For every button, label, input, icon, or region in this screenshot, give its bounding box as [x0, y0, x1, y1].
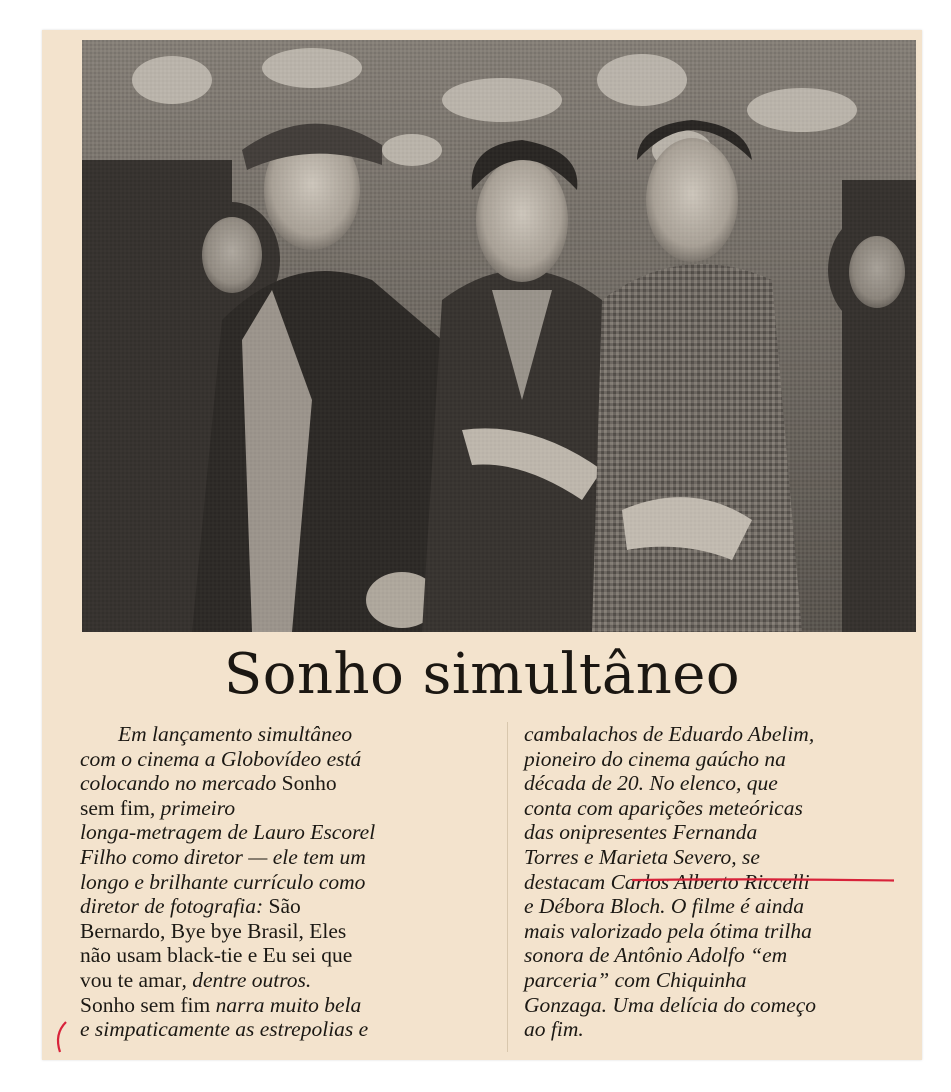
text-segment: Sonho sem fim [80, 992, 216, 1017]
newspaper-clipping [42, 30, 922, 1060]
text-segment: sem fim [80, 795, 150, 820]
text-segment: Bernardo, Bye bye Brasil, Eles [80, 918, 347, 943]
text-line [524, 771, 914, 796]
text-line [524, 943, 914, 968]
text-line [524, 845, 914, 870]
red-pen-mark [50, 1020, 70, 1054]
text-segment: vou te amar [80, 967, 182, 992]
text-segment: Filho como diretor — ele tem um [80, 844, 366, 869]
text-segment: década de 20. No elenco, que [524, 771, 778, 796]
photo-illustration [82, 40, 916, 632]
text-segment: , primeiro [149, 795, 236, 820]
text-line [80, 820, 500, 845]
text-segment: cambalachos de Eduardo Abelim, [524, 722, 815, 746]
text-line [524, 796, 914, 821]
text-segment: Gonzaga. Uma delícia do começo [524, 992, 816, 1017]
text-segment: pioneiro do cinema gaúcho na [524, 746, 786, 771]
text-segment: colocando no mercado [80, 771, 282, 796]
text-line [80, 894, 500, 919]
text-line [80, 919, 500, 944]
text-line [80, 722, 500, 747]
text-segment: longo e brilhante currículo como [80, 869, 366, 894]
text-line [524, 722, 914, 747]
text-segment: diretor de fotografia: [80, 894, 269, 919]
text-line [80, 845, 500, 870]
text-line [80, 1017, 500, 1042]
text-segment: , dentre outros. [181, 967, 312, 992]
text-segment: narra muito bela [215, 992, 362, 1017]
text-line [524, 919, 914, 944]
text-line [80, 870, 500, 895]
text-segment: e simpaticamente as estrepolias e [80, 1017, 369, 1042]
text-segment: destacam Carlos Alberto Riccelli [524, 869, 810, 894]
body-column-left [80, 722, 500, 1042]
text-segment: Torres e Marieta Severo, se [524, 844, 760, 869]
text-segment: ao fim. [524, 1017, 584, 1042]
text-segment: conta com aparições meteóricas [524, 795, 803, 820]
text-line [80, 771, 500, 796]
text-line [524, 1017, 914, 1042]
text-segment: Sonho [281, 771, 337, 796]
red-pen-underline [632, 878, 894, 882]
text-segment: sonora de Antônio Adolfo “em [524, 943, 788, 968]
text-line [80, 943, 500, 968]
text-line [80, 968, 500, 993]
text-line [524, 820, 914, 845]
headline: Sonho simultâneo [223, 642, 741, 707]
text-segment: e Débora Bloch. O filme é ainda [524, 894, 805, 919]
text-line [524, 968, 914, 993]
text-segment: mais valorizado pela ótima trilha [524, 918, 812, 943]
text-segment: parceria” com Chiquinha [524, 967, 747, 992]
text-segment: longa-metragem de Lauro Escorel [80, 820, 376, 845]
text-segment: Em lançamento simultâneo [118, 722, 353, 746]
text-line [80, 747, 500, 772]
text-segment: São [268, 894, 301, 919]
text-line [524, 894, 914, 919]
text-line [524, 747, 914, 772]
text-segment: com o cinema a Globovídeo está [80, 746, 362, 771]
text-segment: não usam black-tie e Eu sei que [80, 943, 353, 968]
text-segment: das onipresentes Fernanda [524, 820, 758, 845]
text-line [80, 993, 500, 1018]
column-divider [507, 722, 508, 1052]
text-line [524, 993, 914, 1018]
photo-film-still [82, 40, 916, 632]
text-line [80, 796, 500, 821]
